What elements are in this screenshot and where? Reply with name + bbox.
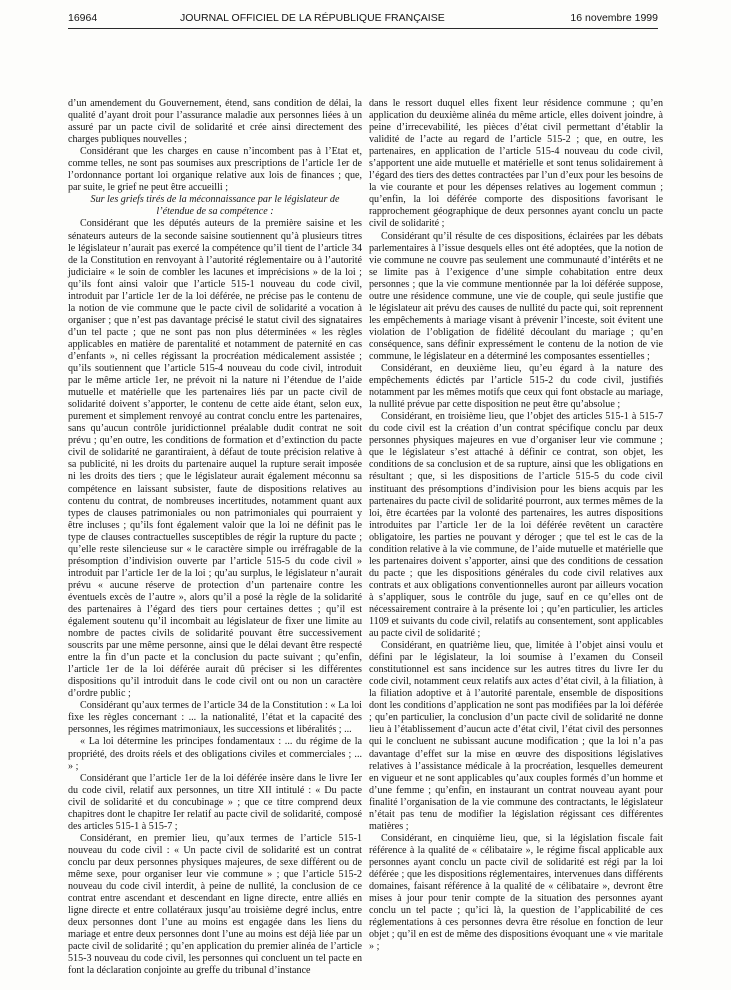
paragraph: Considérant, en deuxième lieu, qu’eu égard à la nature des empêchements édictés par l’article 515-2 du code civil, justifiés notamment par les mêmes motifs que ceux qui font obstacle au mariage, la nullité prévue par cette disposition ne peut être qu’absolue ;: [369, 363, 663, 411]
paragraph: Considérant qu’aux termes de l’article 34 de la Constitution : « La loi fixe les règles concernant : ... la nationalité, l’état et la capacité des personnes, les régimes matrimoniaux, les successions et libéralités ; ...: [68, 700, 362, 736]
paragraph: dans le ressort duquel elles fixent leur résidence commune ; qu’en application du deuxième alinéa du même article, elles doivent joindre, à peine d’irrecevabilité, les pièces d’état civil permettant d’établir la validité de l’acte au regard de l’article 515-2 ; que, en outre, les partenaires, en application de l’article 515-4 nouveau du code civil, s’apportent une aide mutuelle et matérielle et sont tenus solidairement à l’égard des tiers des dettes contractées par l’un d’eux pour les besoins de la vie courante et pour les dépenses relatives au logement commun ; qu’enfin, la loi déférée comporte des dispositions favorisant le rapprochement géographique de deux personnes ayant conclu un pacte civil de solidarité ;: [369, 98, 663, 230]
page-number: 16964: [68, 12, 98, 24]
paragraph: Considérant, en troisième lieu, que l’objet des articles 515-1 à 515-7 du code civil est la création d’un contrat spécifique conclu par deux personnes physiques majeures en vue d’organiser leur vie commune ; que le législateur s’est attaché à définir ce contrat, son objet, les conditions de sa conclusion et de sa rupture, ainsi que les obligations en résultant ; que, si les dispositions de l’article 515-5 du code civil instituant des présomptions d’indivision pour les biens acquis par les partenaires du pacte civil de solidarité pourront, aux termes mêmes de la loi, être écartées par la volonté des partenaires, les autres dispositions introduites par l’article 1er de la loi déférée revêtent un caractère obligatoire, les parties ne pouvant y déroger ; que tel est le cas de la condition relative à la vie commune, de l’aide mutuelle et matérielle que les partenaires doivent s’apporter, ainsi que des conditions de cessation du pacte ; que les dispositions générales du code civil relatives aux contrats et aux obligations conventionnelles auront par ailleurs vocation à s’appliquer, sous le contrôle du juge, sauf en ce qu’elles ont de nécessairement contraire à la présente loi ; qu’en particulier, les articles 1109 et suivants du code civil, relatifs au consentement, sont applicables au pacte civil de solidarité ;: [369, 411, 663, 640]
paragraph: « La loi détermine les principes fondamentaux : ... du régime de la propriété, des droits réels et des obligations civiles et commerciales ; ... » ;: [68, 736, 362, 772]
section-subheading: Sur les griefs tirés de la méconnaissance par le législateur de l’étendue de sa compétence :: [90, 194, 340, 218]
paragraph: Considérant qu’il résulte de ces dispositions, éclairées par les débats parlementaires à l’issue desquels elles ont été adoptées, que la notion de vie commune ne couvre pas seulement une communauté d’intérêts et ne se limite pas à l’exigence d’une simple cohabitation entre deux personnes ; que la vie commune mentionnée par la loi déférée suppose, outre une résidence commune, une vie de couple, qui seule justifie que le législateur ait prévu des causes de nullité du pacte qui, soit reprennent les empêchements à mariage visant à prévenir l’inceste, soit évitent une violation de l’obligation de fidélité découlant du mariage ; qu’en conséquence, sans définir expressément le contenu de la notion de vie commune, le législateur en a déterminé les composantes essentielles ;: [369, 230, 663, 362]
right-column: [369, 98, 663, 970]
journal-title: JOURNAL OFFICIEL DE LA RÉPUBLIQUE FRANÇAISE: [180, 12, 445, 24]
publication-date: 16 novembre 1999: [570, 12, 658, 24]
paragraph: Considérant que l’article 1er de la loi déférée insère dans le livre Ier du code civil, relatif aux personnes, un titre XII intitulé : « Du pacte civil de solidarité et du concubinage » ; que ce titre comprend deux chapitres dont le chapitre Ier relatif au pacte civil de solidarité, composé des articles 515-1 à 515-7 ;: [68, 772, 362, 832]
paragraph: Considérant, en cinquième lieu, que, si la législation fiscale fait référence à la qualité de « célibataire », le régime fiscal applicable aux personnes ayant conclu un pacte civil de solidarité est régi par la loi déférée ; que les dispositions réglementaires, intervenues dans différents domaines, faisant référence à la qualité de « célibataire », devront être mises à jour pour tenir compte de la situation des personnes ayant conclu un tel pacte ; qu’ici là, la question de l’applicabilité de ces réglementations à ces personnes devra être résolue en fonction de leur objet ; qu’il en est de même des dispositions évoquant une « vie maritale » ;: [369, 832, 663, 953]
paragraph: d’un amendement du Gouvernement, étend, sans condition de délai, la qualité d’ayant droit pour l’assurance maladie aux personnes liées à un assuré par un pacte civil de solidarité et crée ainsi directement des charges publiques nouvelles ;: [68, 98, 362, 146]
paragraph: Considérant que les charges en cause n’incombent pas à l’Etat et, comme telles, ne sont pas soumises aux prescriptions de l’article 1er de l’ordonnance portant loi organique relative aux lois de finances ; que, par suite, le grief ne peut être accueilli ;: [68, 146, 362, 194]
running-header: [68, 12, 658, 29]
left-column: [68, 98, 362, 977]
paragraph: Considérant, en quatrième lieu, que, limitée à l’objet ainsi voulu et défini par le législateur, la loi soumise à l’examen du Conseil constitutionnel est sans incidence sur les autres titres du livre Ier du code civil, notamment ceux relatifs aux actes d’état civil, à la filiation, à la filiation adoptive et à l’autorité parentale, ensemble de dispositions dont les conditions d’application ne sont pas modifiées par la loi déférée ; qu’en particulier, la conclusion d’un pacte civil de solidarité ne donne lieu à l’établissement d’aucun acte d’état civil, l’état civil des personnes qui le concluent ne subissant aucune modification ; que la loi n’a pas davantage d’effet sur la mise en œuvre des dispositions législatives relatives à l’assistance médicale à la procréation, lesquelles demeurent en vigueur et ne sont applicables qu’aux couples formés d’un homme et d’une femme ; qu’enfin, en instaurant un contrat nouveau ayant pour finalité l’organisation de la vie commune des contractants, le législateur n’était pas tenu de modifier la législation régissant ces différentes matières ;: [369, 640, 663, 832]
paragraph: Considérant que les députés auteurs de la première saisine et les sénateurs auteurs de la seconde saisine soutiennent qu’à plusieurs titres le législateur n’aurait pas exercé la compétence qu’il tient de l’article 34 de la Constitution en renvoyant à l’autorité réglementaire ou à l’autorité judiciaire « le soin de combler les lacunes et imprécisions » de la loi ; qu’ils font ainsi valoir que l’article 515-1 nouveau du code civil, introduit par l’article 1er de la loi déférée, ne précise pas le contenu de la notion de vie commune que le pacte civil de solidarité a vocation à organiser ; que n’est pas davantage précisé le statut civil des signataires d’un tel pacte ; que ne sont pas non plus déterminées « les règles applicables en matière de parentalité et notamment de paternité en cas d’enfants », ni celles régissant la procréation médicalement assistée ; qu’ils soutiennent que l’article 515-4 nouveau du code civil, introduit par le même article 1er, ne prévoit ni la nature ni l’étendue de l’aide mutuelle et matérielle que les partenaires liés par un pacte civil de solidarité doivent s’apporter, le contenu de cette aide étant, selon eux, purement et simplement renvoyé au contrat conclu entre les partenaires, sans qu’aucun contrôle juridictionnel préalable dudit contrat ne soit prévu ; qu’en outre, les conditions de formation et d’extinction du pacte civil de solidarité ne garantiraient, à défaut de toute précision relative à sa publicité, ni les droits du partenaire auquel la rupture serait imposée ni les droits des tiers ; que le législateur aurait également méconnu sa compétence en laissant subsister, faute de dispositions relatives au contenu du contrat, de nombreuses incertitudes, notamment quant aux types de clauses patrimoniales ou non patrimoniales qui pourraient y être incluses ; qu’ils font également valoir que la loi ne définit pas le type de clauses contractuelles susceptibles de régir la rupture du pacte ; qu’elle reste silencieuse sur « le caractère simple ou irréfragable de la présomption d’indivision ouverte par l’article 515-5 du code civil » introduit par l’article 1er de la loi ; qu’au surplus, le législateur n’aurait prévu « aucune réserve de protection d’un partenaire contre les éventuels excès de l’autre », alors qu’il a posé la règle de la solidarité des partenaires à l’égard des tiers pour certaines dettes ; qu’il est également soutenu qu’il incombait au législateur de fixer une limite au nombre de pactes civils de solidarité pouvant être successivement souscrits par une même personne, ainsi que le délai devant être respecté entre la fin d’un pacte et la conclusion du pacte suivant ; qu’enfin, l’article 1er de la loi déférée aurait dû préciser si les différentes dispositions qu’il introduit dans le code civil ont ou non un caractère d’ordre public ;: [68, 218, 362, 700]
paragraph: Considérant, en premier lieu, qu’aux termes de l’article 515-1 nouveau du code civil : « Un pacte civil de solidarité est un contrat conclu par deux personnes physiques majeures, de sexe différent ou de même sexe, pour organiser leur vie commune » ; que l’article 515-2 nouveau du code civil interdit, à peine de nullité, la conclusion de ce contrat entre ascendant et descendant en ligne directe, entre alliés en ligne directe et entre collatéraux jusqu’au troisième degré inclus, entre deux personnes dont l’une au moins est engagée dans les liens du mariage et entre deux personnes dont l’une au moins est déjà liée par un pacte civil de solidarité ; qu’en application du premier alinéa de l’article 515-3 nouveau du code civil, les personnes qui concluent un tel pacte en font la déclaration conjointe au greffe du tribunal d’instance: [68, 832, 362, 977]
